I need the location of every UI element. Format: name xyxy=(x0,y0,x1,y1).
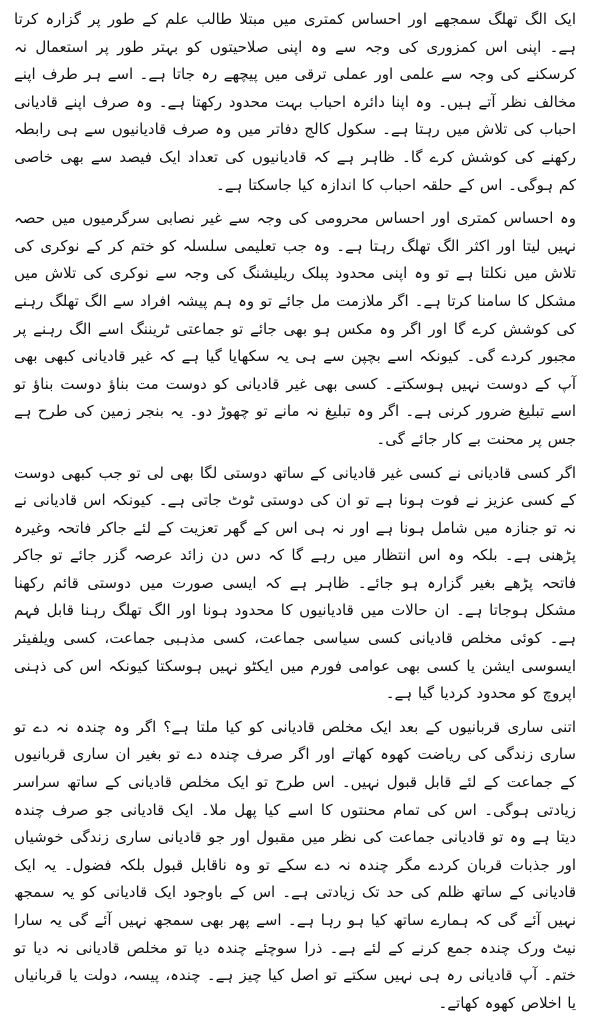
paragraph-1: ایک الگ تھلگ سمجھے اور احساس کمتری میں مبتلا طالب علم کے طور پر گزارہ کرتا ہے۔ اپنی اس کمزوری کی وجہ سے وہ اپنی صلاحیتوں کو بہتر طور پر استعمال نہ کرسکنے کی وجہ سے علمی اور عملی ترقی میں پیچھے رہ جاتا ہے۔ اسے ہر طرف اپنے مخالف نظر آتے ہیں۔ وہ اپنا دائرہ احباب بہت محدود رکھتا ہے۔ وہ صرف اپنے قادیانی احباب کی تلاش میں رہتا ہے۔ سکول کالج دفاتر میں وہ صرف قادیانیوں سے ہی رابطہ رکھنے کی کوشش کرے گا۔ ظاہر ہے کہ قادیانیوں کی تعداد ایک فیصد سے بھی خاصی کم ہوگی۔ اس کے حلقہ احباب کا اندازہ کیا جاسکتا ہے۔ xyxy=(14,10,576,194)
paragraph-4: اتنی ساری قربانیوں کے بعد ایک مخلص قادیانی کو کیا ملتا ہے؟ اگر وہ چندہ نہ دے تو ساری زندگی کی ریاضت کھوہ کھاتے اور اگر صرف چندہ دے تو بغیر ان ساری قربانیوں کے جماعت کے لئے قابل قبول نہیں۔ اس طرح تو ایک مخلص قادیانی کے ساتھ سراسر زیادتی ہوگی۔ اس کی تمام محنتوں کا اسے کیا پھل ملا۔ ایک قادیانی جو صرف چندہ دیتا ہے وہ تو قادیانی جماعت کی نظر میں مقبول اور جو قادیانی ساری زندگی خوشیاں اور جذبات قربان کردے مگر چندہ نہ دے سکے تو وہ ناقابل قبول بلکہ فضول۔ یہ ایک قادیانی کے ساتھ ظلم کی حد تک زیادتی ہے۔ اس کے باوجود ایک قادیانی کو یہ سمجھ نہیں آئے گی کہ ہمارے ساتھ کیا ہو رہا ہے۔ اسے پھر بھی سمجھ نہیں آئے گی یہ سارا نیٹ ورک چندہ جمع کرنے کے لئے ہے۔ ذرا سوچئے چندہ دیا تو مخلص قادیانی نہ دیا تو ختم۔ آپ قادیانی رہ ہی نہیں سکتے تو اصل کیا چیز ہے۔ چندہ، پیسہ، دولت یا قربانیاں یا اخلاص کھوہ کھاتے۔ xyxy=(14,717,576,1012)
paragraph-3: اگر کسی قادیانی نے کسی غیر قادیانی کے ساتھ دوستی لگا بھی لی تو جب کبھی دوست کے کسی عزیز نے فوت ہونا ہے تو ان کی دوستی ٹوٹ جاتی ہے۔ کیونکہ اس قادیانی نے نہ تو جنازہ میں شامل ہونا ہے اور نہ ہی اس کے گھر تعزیت کے لئے جاکر فاتحہ وغیرہ پڑھنی ہے۔ بلکہ وہ اس انتظار میں رہے گا کہ دس دن زائد عرصہ گزر جائے تو جاکر فاتحہ پڑھے بغیر گزارہ ہو جائے۔ ظاہر ہے کہ ایسی صورت میں دوستی قائم رکھنا مشکل ہوجاتا ہے۔ ان حالات میں قادیانیوں کا محدود ہونا اور الگ تھلگ رہنا قابل فہم ہے۔ کوئی مخلص قادیانی کسی سیاسی جماعت، کسی مذہبی جماعت، کسی ویلفیئر ایسوسی ایشن یا کسی بھی عوامی فورم میں ایکٹو نہیں ہوسکتا کیونکہ اس کی ذہنی اپروچ کو محدود کردیا گیا ہے۔ xyxy=(14,463,576,703)
paragraph-2: وہ احساس کمتری اور احساس محرومی کی وجہ سے غیر نصابی سرگرمیوں میں حصہ نہیں لیتا اور اکثر الگ تھلگ رہتا ہے۔ وہ جب تعلیمی سلسلہ کو ختم کر کے نوکری کی تلاش میں نکلتا ہے تو وہ اپنی محدود پبلک ریلیشنگ کی وجہ سے نوکری کی تلاش میں مشکل کا سامنا کرتا ہے۔ اگر ملازمت مل جائے تو وہ ہم پیشہ افراد سے الگ تھلگ رہنے کی کوشش کرے گا اور اگر وہ مکس ہو بھی جائے تو جماعتی ٹریننگ اسے الگ رہنے پر مجبور کردے گی۔ کیونکہ اسے بچپن سے ہی یہ سکھایا گیا ہے کہ غیر قادیانی کبھی بھی آپ کے دوست نہیں ہوسکتے۔ کسی بھی غیر قادیانی کو دوست مت بناؤ دوست بناؤ تو اسے تبلیغ ضرور کرنی ہے۔ اگر وہ تبلیغ نہ مانے تو چھوڑ دو۔ یہ بنجر زمین کی طرح ہے جس پر محنت بے کار جائے گی۔ xyxy=(14,209,576,448)
